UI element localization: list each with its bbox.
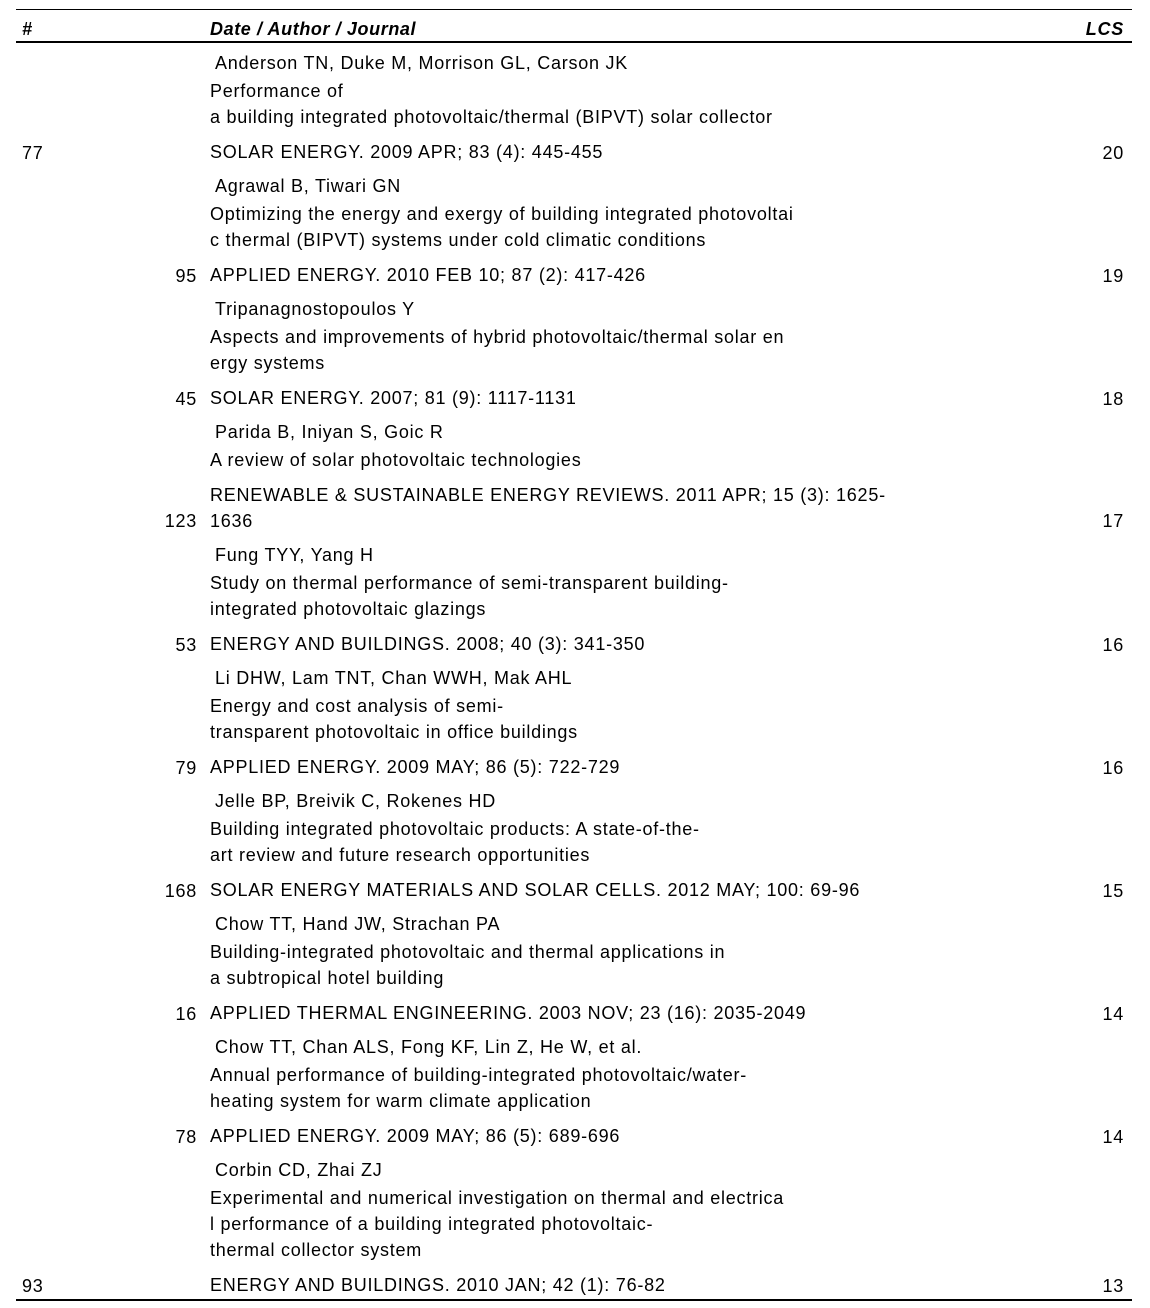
row-authors: Fung TYY, Yang H — [215, 545, 374, 565]
row-authors: Tripanagnostopoulos Y — [215, 299, 415, 319]
row-journal: ENERGY AND BUILDINGS. 2010 JAN; 42 (1): 76-82 — [210, 1275, 666, 1295]
row-title: Aspects and improvements of hybrid photovoltaic/thermal solar en — [210, 327, 785, 347]
row-title: thermal collector system — [210, 1240, 423, 1260]
row-lcs: 17 — [1102, 511, 1124, 531]
row-number: 93 — [22, 1276, 44, 1296]
row-number: 95 — [175, 266, 197, 286]
row-journal: SOLAR ENERGY. 2009 APR; 83 (4): 445-455 — [210, 142, 604, 162]
row-lcs: 20 — [1102, 143, 1124, 163]
row-lcs: 13 — [1102, 1276, 1124, 1296]
header-number: # — [22, 19, 33, 39]
row-title: transparent photovoltaic in office buildings — [210, 722, 578, 742]
row-title: Energy and cost analysis of semi- — [210, 696, 504, 716]
row-authors: Jelle BP, Breivik C, Rokenes HD — [215, 791, 497, 811]
row-title: integrated photovoltaic glazings — [210, 599, 487, 619]
row-title: a building integrated photovoltaic/thermal (BIPVT) solar collector — [210, 107, 773, 127]
row-title: heating system for warm climate application — [210, 1091, 592, 1111]
row-authors: Corbin CD, Zhai ZJ — [215, 1160, 383, 1180]
row-authors: Chow TT, Hand JW, Strachan PA — [215, 914, 501, 934]
row-journal: RENEWABLE & SUSTAINABLE ENERGY REVIEWS. 2011 APR; 15 (3): 1625- — [210, 485, 886, 505]
row-authors: Chow TT, Chan ALS, Fong KF, Lin Z, He W, et al. — [215, 1037, 643, 1057]
row-journal: SOLAR ENERGY. 2007; 81 (9): 1117-1131 — [210, 388, 577, 408]
row-title: l performance of a building integrated photovoltaic- — [210, 1214, 654, 1234]
row-number: 168 — [164, 881, 197, 901]
row-authors: Parida B, Iniyan S, Goic R — [215, 422, 444, 442]
row-journal: APPLIED THERMAL ENGINEERING. 2003 NOV; 23 (16): 2035-2049 — [210, 1003, 807, 1023]
top-rule — [16, 9, 1132, 10]
row-number: 45 — [175, 389, 197, 409]
row-authors: Agrawal B, Tiwari GN — [215, 176, 402, 196]
row-lcs: 14 — [1102, 1127, 1124, 1147]
row-title: Experimental and numerical investigation on thermal and electrica — [210, 1188, 785, 1208]
row-title: Annual performance of building-integrated photovoltaic/water- — [210, 1065, 748, 1085]
row-lcs: 14 — [1102, 1004, 1124, 1024]
row-title: ergy systems — [210, 353, 326, 373]
row-number: 79 — [175, 758, 197, 778]
row-journal: 1636 — [210, 511, 254, 531]
row-title: Performance of — [210, 81, 344, 101]
row-title: Building-integrated photovoltaic and thermal applications in — [210, 942, 726, 962]
row-journal: APPLIED ENERGY. 2009 MAY; 86 (5): 722-729 — [210, 757, 621, 777]
bottom-rule — [16, 1299, 1132, 1301]
row-lcs: 16 — [1102, 758, 1124, 778]
row-number: 53 — [175, 635, 197, 655]
row-number: 77 — [22, 143, 44, 163]
row-lcs: 19 — [1102, 266, 1124, 286]
row-title: A review of solar photovoltaic technologies — [210, 450, 582, 470]
row-number: 123 — [164, 511, 197, 531]
row-journal: SOLAR ENERGY MATERIALS AND SOLAR CELLS. 2012 MAY; 100: 69-96 — [210, 880, 861, 900]
row-title: Study on thermal performance of semi-transparent building- — [210, 573, 729, 593]
row-title: c thermal (BIPVT) systems under cold climatic conditions — [210, 230, 707, 250]
header-rule — [16, 41, 1132, 43]
row-authors: Anderson TN, Duke M, Morrison GL, Carson JK — [215, 53, 629, 73]
row-title: a subtropical hotel building — [210, 968, 445, 988]
row-journal: ENERGY AND BUILDINGS. 2008; 40 (3): 341-350 — [210, 634, 646, 654]
row-journal: APPLIED ENERGY. 2010 FEB 10; 87 (2): 417-426 — [210, 265, 646, 285]
header-lcs: LCS — [1085, 19, 1124, 39]
row-lcs: 16 — [1102, 635, 1124, 655]
row-lcs: 15 — [1102, 881, 1124, 901]
row-number: 16 — [175, 1004, 197, 1024]
row-authors: Li DHW, Lam TNT, Chan WWH, Mak AHL — [215, 668, 573, 688]
row-journal: APPLIED ENERGY. 2009 MAY; 86 (5): 689-696 — [210, 1126, 621, 1146]
header-date-author-journal: Date / Author / Journal — [210, 19, 417, 39]
row-title: Building integrated photovoltaic products: A state-of-the- — [210, 819, 700, 839]
row-number: 78 — [175, 1127, 197, 1147]
row-title: art review and future research opportunities — [210, 845, 591, 865]
row-lcs: 18 — [1102, 389, 1124, 409]
row-title: Optimizing the energy and exergy of building integrated photovoltai — [210, 204, 794, 224]
